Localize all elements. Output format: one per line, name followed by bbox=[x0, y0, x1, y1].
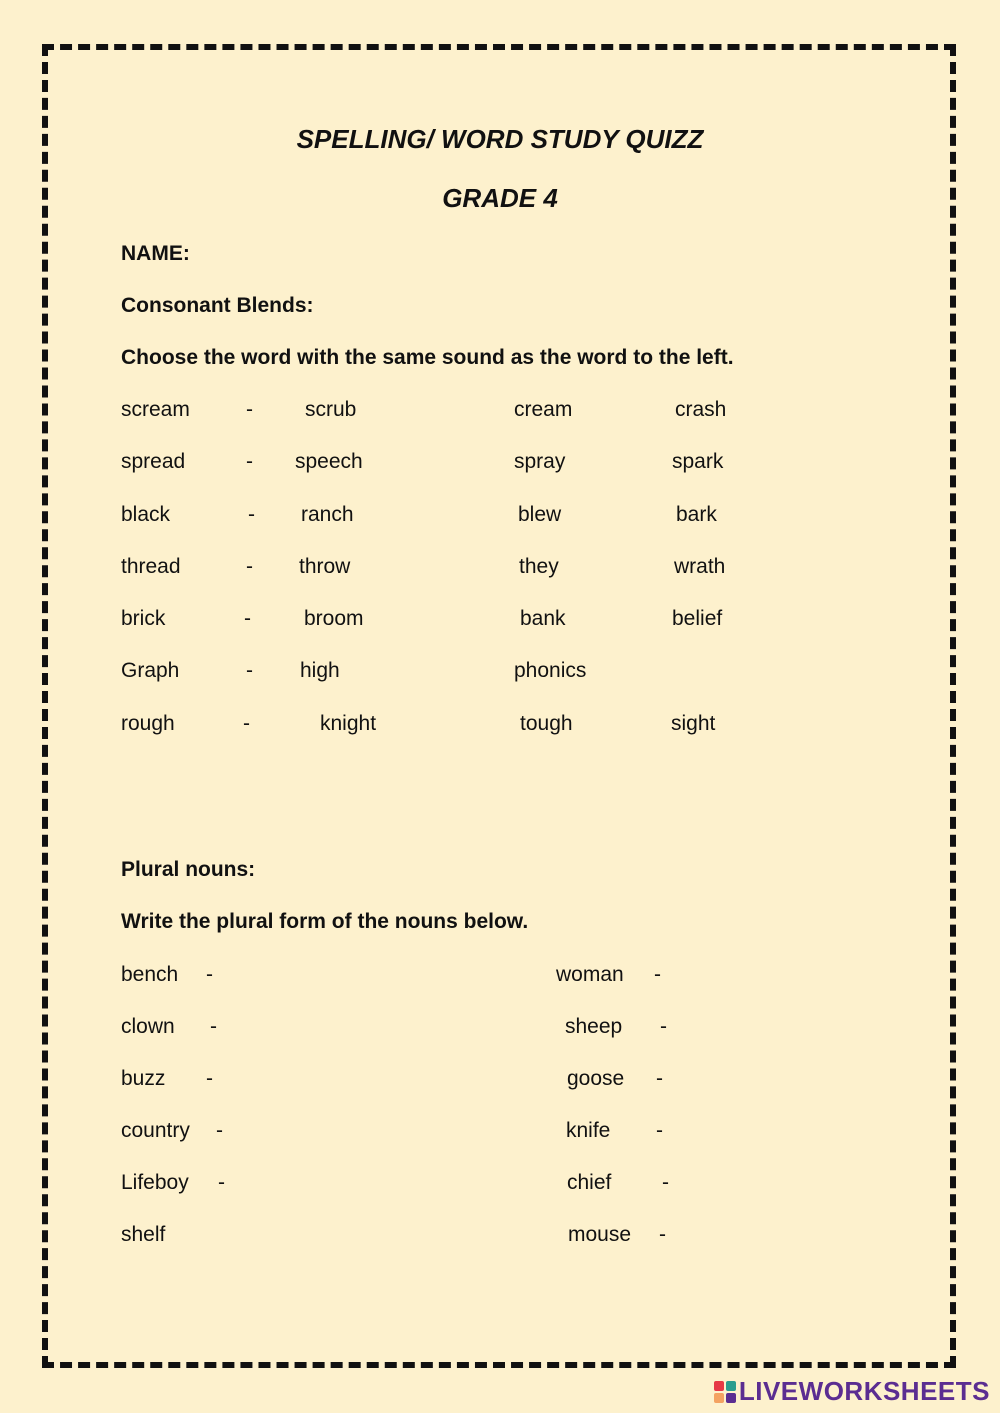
blend-option[interactable]: throw bbox=[299, 555, 351, 578]
blend-word: Graph bbox=[121, 659, 180, 682]
blend-option[interactable]: bark bbox=[676, 503, 717, 526]
logo-square bbox=[726, 1393, 736, 1403]
blend-option[interactable]: blew bbox=[518, 503, 562, 526]
blend-option[interactable]: ranch bbox=[301, 503, 354, 526]
blend-dash: - bbox=[244, 607, 251, 630]
plural-dash: - bbox=[659, 1223, 666, 1246]
blend-word: thread bbox=[121, 555, 181, 578]
blend-word: spread bbox=[121, 450, 186, 473]
plural-word: shelf bbox=[121, 1223, 166, 1246]
plural-dash: - bbox=[216, 1119, 223, 1142]
blend-option[interactable]: wrath bbox=[674, 555, 726, 578]
blend-option[interactable]: phonics bbox=[514, 659, 587, 682]
blend-option[interactable]: tough bbox=[520, 712, 573, 735]
blend-option[interactable]: sight bbox=[671, 712, 716, 735]
blend-dash: - bbox=[246, 450, 253, 473]
plural-word: clown bbox=[121, 1015, 175, 1038]
logo-icon bbox=[714, 1381, 736, 1403]
blend-dash: - bbox=[248, 503, 255, 526]
plural-word: knife bbox=[566, 1119, 611, 1142]
blend-option[interactable]: scrub bbox=[305, 398, 357, 421]
name-label: NAME: bbox=[121, 242, 190, 265]
plural-dash: - bbox=[656, 1067, 663, 1090]
plural-dash: - bbox=[662, 1171, 669, 1194]
plural-word: country bbox=[121, 1119, 190, 1142]
grade-label: GRADE 4 bbox=[442, 183, 558, 213]
blend-word: scream bbox=[121, 398, 190, 421]
section2-instruction: Write the plural form of the nouns below. bbox=[121, 910, 529, 933]
blend-option[interactable]: spray bbox=[514, 450, 566, 473]
blend-word: black bbox=[121, 503, 171, 526]
section1-heading: Consonant Blends: bbox=[121, 294, 314, 317]
blend-option[interactable]: crash bbox=[675, 398, 727, 421]
plural-word: buzz bbox=[121, 1067, 166, 1090]
plural-dash: - bbox=[206, 1067, 213, 1090]
plural-word: bench bbox=[121, 963, 179, 986]
plural-word: Lifeboy bbox=[121, 1171, 189, 1194]
blend-option[interactable]: knight bbox=[320, 712, 377, 735]
plural-dash: - bbox=[660, 1015, 667, 1038]
section2-heading: Plural nouns: bbox=[121, 858, 256, 881]
plural-word: mouse bbox=[568, 1223, 632, 1246]
blend-dash: - bbox=[246, 555, 253, 578]
plural-dash: - bbox=[210, 1015, 217, 1038]
blend-word: rough bbox=[121, 712, 175, 735]
logo-square bbox=[714, 1393, 724, 1403]
plural-dash: - bbox=[206, 963, 213, 986]
plural-word: sheep bbox=[565, 1015, 623, 1038]
logo-text: LIVEWORKSHEETS bbox=[738, 1376, 990, 1406]
plural-word: goose bbox=[567, 1067, 625, 1090]
blend-dash: - bbox=[246, 398, 253, 421]
blend-dash: - bbox=[246, 659, 253, 682]
plural-word: woman bbox=[556, 963, 624, 986]
logo-square bbox=[726, 1381, 736, 1391]
plural-dash: - bbox=[656, 1119, 663, 1142]
quiz-title: SPELLING/ WORD STUDY QUIZZ bbox=[296, 124, 704, 154]
blend-option[interactable]: they bbox=[519, 555, 559, 578]
blend-word: brick bbox=[121, 607, 166, 630]
plural-dash: - bbox=[218, 1171, 225, 1194]
logo-square bbox=[714, 1381, 724, 1391]
blend-option[interactable]: bank bbox=[520, 607, 566, 630]
blend-option[interactable]: spark bbox=[672, 450, 724, 473]
blend-option[interactable]: belief bbox=[672, 607, 723, 630]
plural-dash: - bbox=[654, 963, 661, 986]
blend-option[interactable]: cream bbox=[514, 398, 573, 421]
section1-instruction: Choose the word with the same sound as the word to the left. bbox=[121, 346, 734, 369]
liveworksheets-logo bbox=[714, 1376, 990, 1407]
blend-option[interactable]: speech bbox=[295, 450, 363, 473]
plural-word: chief bbox=[567, 1171, 612, 1194]
blend-option[interactable]: high bbox=[300, 659, 340, 682]
blend-dash: - bbox=[243, 712, 250, 735]
blend-option[interactable]: broom bbox=[304, 607, 364, 630]
